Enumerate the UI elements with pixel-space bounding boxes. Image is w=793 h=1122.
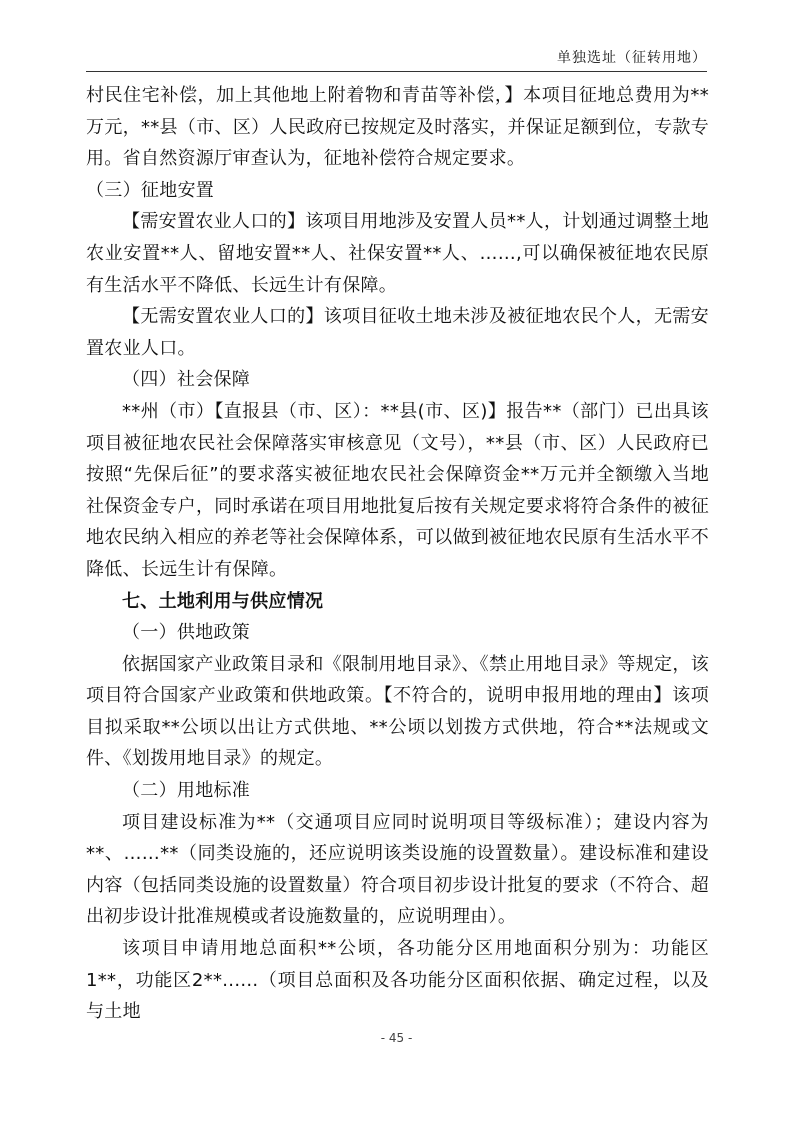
paragraph-social-security: **州（市）【直报县（市、区）：**县(市、区)】报告**（部门）已出具该项目被征地农民社会保障落实审核意见（文号），**县（市、区）人民政府已按照“先保后征”的要求落实被征地农民社会保障资金**万元并全额缴入当地社保资金专户，同时承诺在项目用地批复后按有关规定要求将符合条件的被征地农民纳入相应的养老等社会保障体系，可以做到被征地农民原有生活水平不降低、长远生计有保障。: [86, 400, 709, 580]
paragraph-land-area: 该项目申请用地总面积**公顷，各功能分区用地面积分别为：功能区1**，功能区2**......（项目总面积及各功能分区面积依据、确定过程，以及与土地: [86, 938, 709, 1023]
header-rule: [86, 71, 707, 72]
document-body: [86, 80, 709, 1028]
paragraph-compensation: 村民住宅补偿，加上其他地上附着物和青苗等补偿，】本项目征地总费用为**万元，**县（市、区）人民政府已按规定及时落实，并保证足额到位，专款专用。省自然资源厅审查认为，征地补偿符合规定要求。: [86, 85, 709, 170]
section-heading-land-use: 七、土地利用与供应情况: [122, 590, 324, 612]
heading-social-security: （四）社会保障: [122, 369, 251, 391]
heading-supply-policy: （一）供地政策: [122, 622, 251, 644]
paragraph-supply-policy: 依据国家产业政策目录和《限制用地目录》、《禁止用地目录》等规定，该项目符合国家产业政策和供地政策。【不符合的，说明申报用地的理由】该项目拟采取**公顷以出让方式供地、**公顷以划拨方式供地，符合**法规或文件、《划拨用地目录》的规定。: [86, 653, 709, 770]
heading-resettlement: （三）征地安置: [86, 179, 215, 201]
paragraph-resettlement-not-needed: 【无需安置农业人口的】该项目征收土地未涉及被征地农民个人，无需安置农业人口。: [86, 306, 709, 359]
page-number: - 45 -: [380, 1031, 413, 1045]
paragraph-resettlement-needed: 【需安置农业人口的】该项目用地涉及安置人员**人，计划通过调整土地农业安置**人、留地安置**人、社保安置**人、……,可以确保被征地农民原有生活水平不降低、长远生计有保障。: [86, 211, 709, 296]
running-header: 单独选址（征转用地）: [557, 50, 707, 66]
paragraph-land-standard: 项目建设标准为**（交通项目应同时说明项目等级标准）；建设内容为**、……**（同类设施的，还应说明该类设施的设置数量）。建设标准和建设内容（包括同类设施的设置数量）符合项目初步设计批复的要求（不符合、超出初步设计批准规模或者设施数量的，应说明理由）。: [86, 811, 709, 928]
heading-land-standard: （二）用地标准: [122, 780, 251, 802]
